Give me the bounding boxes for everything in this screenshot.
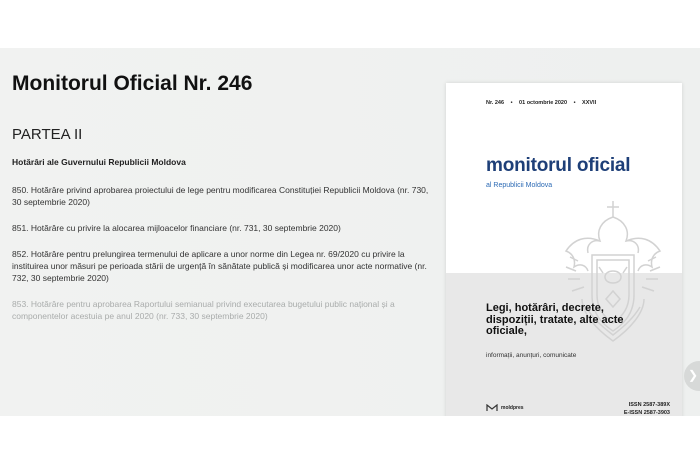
- cover-subtitle: al Republicii Moldova: [486, 182, 553, 189]
- issn: ISSN 2587-389X: [628, 402, 670, 408]
- cover-date: 01 octombrie 2020: [519, 100, 568, 106]
- section-subheading: Hotărâri ale Guvernului Republicii Moldova: [12, 157, 186, 167]
- magazine-cover[interactable]: [446, 83, 682, 420]
- cover-title: monitorul oficial: [486, 155, 631, 176]
- issn-block: [624, 401, 670, 417]
- cover-headline: Legi, hotărâri, decrete, dispoziții, tratate, alte acte oficiale,: [486, 302, 624, 337]
- cover-meta: [486, 100, 596, 106]
- list-item[interactable]: 851. Hotărâre cu privire la alocarea mijloacelor financiare (nr. 731, 30 septembrie 2020): [12, 223, 341, 233]
- bottom-band: [0, 416, 700, 466]
- top-band: [0, 0, 700, 48]
- cover-issue: Nr. 246: [486, 100, 505, 106]
- eissn: E-ISSN 2587-3903: [623, 410, 670, 416]
- list-item[interactable]: 853. Hotărâre pentru aprobarea Raportului semianual privind executarea bugetului public național și a componentelor acestuia pe anul 2020 (nr. 733, 30 septembrie 2020): [12, 299, 395, 321]
- decision-list: [12, 184, 432, 336]
- list-item[interactable]: 852. Hotărâre pentru prelungirea termenului de aplicare a unor norme din Legea nr. 69/2020 cu privire la instituirea unor măsuri pe perioada stării de urgență în sănătate publică și modificarea unor acte normative (nr. 732, 30 septembrie 2020): [12, 249, 427, 283]
- cover-volume: XXVII: [582, 100, 597, 106]
- publisher-name: moldpres: [501, 405, 524, 411]
- cover-tagline: informații, anunțuri, comunicate: [486, 352, 577, 359]
- dot-separator: •: [573, 100, 576, 106]
- page-title: Monitorul Oficial Nr. 246: [12, 72, 253, 95]
- part-heading: PARTEA II: [12, 126, 83, 143]
- dot-separator: •: [510, 100, 513, 106]
- publisher: [486, 404, 524, 412]
- chevron-right-icon: ❯: [688, 368, 699, 382]
- moldpres-logo-icon: [486, 404, 498, 412]
- list-item[interactable]: 850. Hotărâre privind aprobarea proiectului de lege pentru modificarea Constituției Republicii Moldova (nr. 730, 30 septembrie 2020): [12, 185, 429, 207]
